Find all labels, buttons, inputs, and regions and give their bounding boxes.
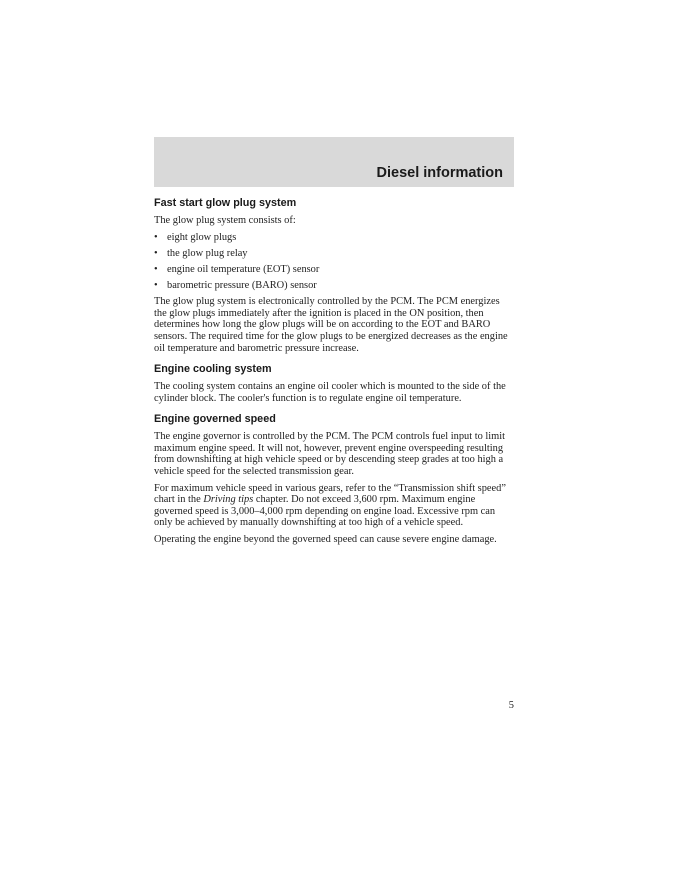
glow-plug-components-list <box>154 232 514 292</box>
list-item <box>154 280 514 292</box>
section-engine-governed-speed <box>154 412 514 545</box>
bullet-icon: • <box>154 279 158 291</box>
list-item-text: engine oil temperature (EOT) sensor <box>167 263 320 275</box>
glow-plug-intro: The glow plug system consists of: <box>154 215 296 226</box>
list-item <box>154 232 514 244</box>
page-number: 5 <box>508 700 514 711</box>
glow-plug-description: The glow plug system is electronically controlled by the PCM. The PCM energizes the glow plugs immediately after the ignition is placed in the ON position, then determines how long the glow plugs will be on according to the EOT and BARO sensors. The required time for the glow plugs to be energized decreases as the engine oil temperature and barometric pressure increase. <box>154 296 508 354</box>
overspeed-warning: Operating the engine beyond the governed speed can cause severe engine damage. <box>154 534 497 546</box>
governor-description: The engine governor is controlled by the PCM. The PCM controls fuel input to limit maximum engine speed. It will not, however, prevent engine overspeeding resulting from downshifting at high vehicle speed or by descending steep grades at too high a vehicle speed for the selected transmission gear. <box>154 431 506 478</box>
bullet-icon: • <box>154 247 158 259</box>
max-speed-text-end: chapter. Do not exceed 3,600 rpm. Maximum engine governed speed is 3,000–4,000 rpm depending on engine load. Excessive rpm can only be achieved by manually downshifting at too high of a vehicle speed. <box>154 494 496 529</box>
driving-tips-reference: Driving tips <box>203 494 254 506</box>
section-glow-plug-system <box>154 196 514 354</box>
cooling-description: The cooling system contains an engine oil cooler which is mounted to the side of the cylinder block. The cooler's function is to regulate engine oil temperature. <box>154 381 506 404</box>
page-content <box>154 196 514 551</box>
section-heading-cooling: Engine cooling system <box>154 363 272 376</box>
list-item <box>154 248 514 260</box>
list-item-text: eight glow plugs <box>167 231 237 243</box>
section-heading-glow-plug: Fast start glow plug system <box>154 197 297 209</box>
max-speed-text-start: For maximum vehicle speed in various gears, refer to the “Transmission shift speed” chart in the <box>154 482 506 506</box>
list-item-text: the glow plug relay <box>167 247 248 259</box>
chapter-header-band <box>154 137 514 187</box>
max-speed-description <box>154 483 514 529</box>
bullet-icon: • <box>154 231 158 243</box>
section-engine-cooling <box>154 362 514 404</box>
chapter-title: Diesel information <box>376 165 503 181</box>
bullet-icon: • <box>154 263 158 275</box>
section-heading-governed-speed: Engine governed speed <box>154 413 276 426</box>
list-item-text: barometric pressure (BARO) sensor <box>167 279 317 291</box>
list-item <box>154 264 514 276</box>
